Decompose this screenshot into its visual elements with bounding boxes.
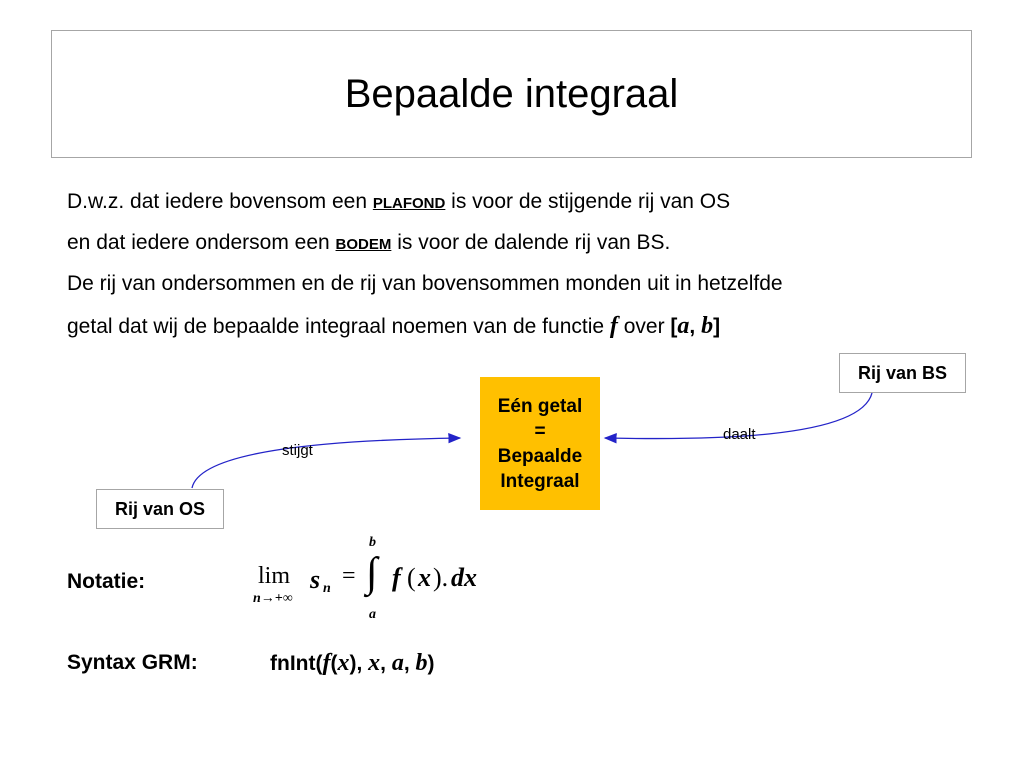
integrand-f: f	[392, 563, 401, 592]
result-line-2: =	[534, 420, 546, 442]
arrow-stijgt	[192, 438, 460, 488]
fnint-text: fnInt(	[270, 652, 323, 675]
lower-bound: a	[369, 607, 376, 622]
lim-text: lim	[258, 563, 291, 589]
interval-open: [	[670, 315, 678, 338]
interval-close: ]	[713, 315, 721, 338]
result-line-3: Bepaalde	[497, 445, 583, 467]
interval-b: b	[701, 313, 714, 339]
paragraph-line-3: De rij van ondersommen en de rij van bovensommen monden uit in hetzelfde	[67, 272, 783, 295]
result-box	[480, 377, 600, 510]
syntax-close: ),	[349, 652, 369, 675]
syntax-command	[270, 650, 435, 677]
result-line-4: Integraal	[500, 470, 580, 492]
syntax-x1: x	[337, 650, 350, 676]
upper-bound: b	[369, 535, 376, 550]
rij-van-bs-box: Rij van BS	[839, 353, 966, 393]
syntax-x2: x	[368, 650, 381, 676]
syntax-b: b	[415, 650, 428, 676]
integrand-close: ).	[433, 563, 449, 592]
function-f: f	[609, 313, 618, 339]
syntax-f: f	[322, 650, 331, 676]
integrand-open: (	[407, 563, 416, 592]
integrand-dx: dx	[451, 563, 477, 592]
line4-text-pre: getal dat wij de bepaalde integraal noemen van de functie	[67, 315, 610, 338]
syntax-open: (	[330, 652, 338, 675]
line1-text-post: is voor de stijgende rij van OS	[445, 190, 731, 213]
syntax-comma-2: ,	[403, 652, 416, 675]
line1-text-pre: D.w.z. dat iedere bovensom een	[67, 190, 373, 213]
interval-comma: ,	[689, 315, 702, 338]
integral-formula	[250, 535, 500, 625]
s-symbol: s	[310, 565, 321, 594]
daalt-label: daalt	[723, 426, 756, 443]
slide-title: Bepaalde integraal	[344, 71, 679, 116]
interval-a: a	[677, 313, 690, 339]
integral-sign: ∫	[366, 550, 378, 596]
line4-text-mid: over	[617, 315, 671, 338]
syntax-a: a	[391, 650, 404, 676]
lim-subscript: n→+∞	[253, 591, 293, 606]
stijgt-label: stijgt	[282, 442, 313, 459]
line2-text-pre: en dat iedere ondersom een	[67, 231, 336, 254]
s-subscript: n	[323, 581, 331, 596]
plafond-keyword: PLAFOND	[372, 195, 446, 212]
result-line-1: Eén getal	[497, 395, 583, 417]
bodem-keyword: BODEM	[335, 236, 392, 253]
syntax-comma-1: ,	[380, 652, 392, 675]
rij-van-os-box: Rij van OS	[96, 489, 224, 529]
integrand-x: x	[418, 563, 431, 592]
notatie-label: Notatie:	[67, 570, 146, 593]
line2-text-post: is voor de dalende rij van BS.	[391, 231, 671, 254]
syntax-label: Syntax GRM:	[67, 651, 198, 674]
equals-sign: =	[342, 563, 356, 589]
syntax-end: )	[427, 652, 435, 675]
